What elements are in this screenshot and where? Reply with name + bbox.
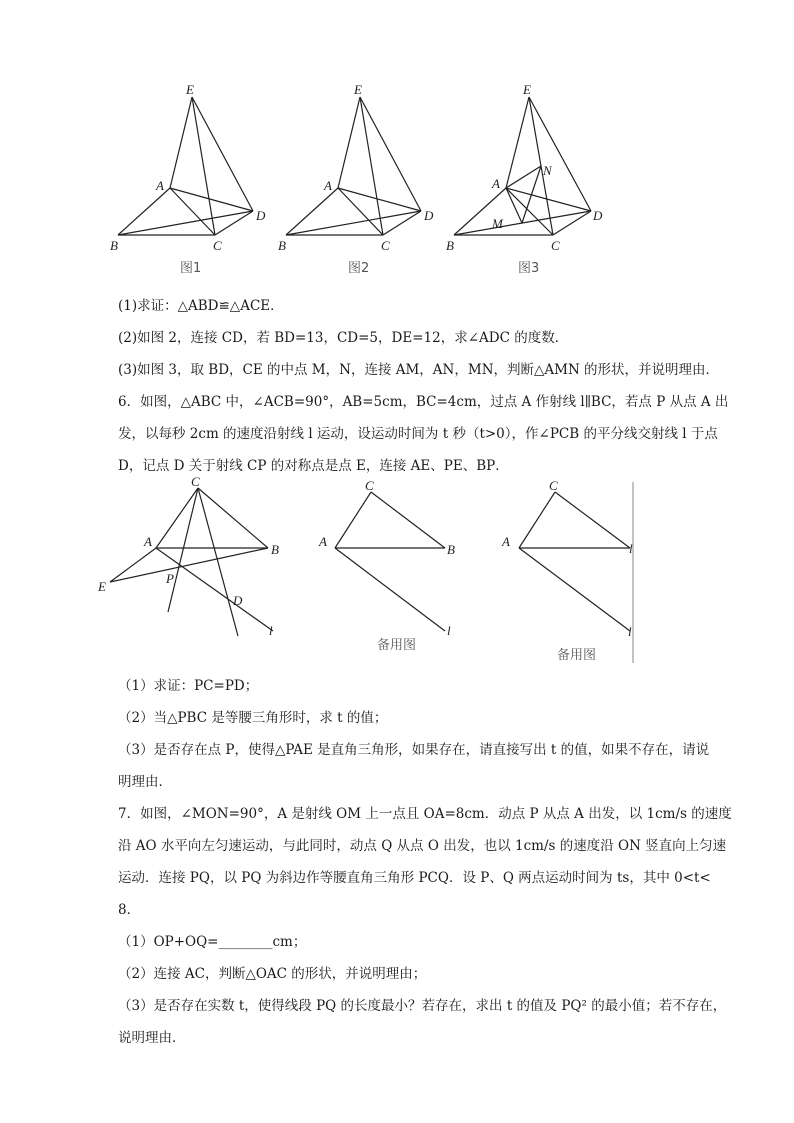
label-P: P [166, 571, 174, 586]
label-B: B [447, 542, 455, 557]
label-C: C [365, 478, 374, 493]
problem7-stem-line3: 运动．连接 PQ，以 PQ 为斜边作等腰直角三角形 PCQ．设 P、Q 两点运动时间为 ts，其中 0<t< [118, 870, 711, 886]
label-A: A [319, 534, 327, 549]
label-C: C [191, 474, 200, 489]
problem6-stem-line1: 6．如图，△ABC 中，∠ACB=90°，AB=5cm，BC=4cm，过点 A 作射线 l∥BC，若点 P 从点 A 出 [118, 394, 729, 410]
label-A: A [492, 176, 500, 191]
figure-3 [436, 80, 611, 280]
figure-3-lines [454, 97, 591, 235]
problem6-main-figure [90, 474, 290, 658]
figure-1-lines [118, 97, 253, 235]
problem6-spare2-lines [519, 482, 633, 663]
label-B: B [446, 238, 454, 253]
problem7-q3-line2: 说明理由． [118, 1030, 186, 1046]
label-A: A [156, 178, 164, 193]
problem6-q1: （1）求证：PC=PD； [118, 678, 259, 694]
problem6-stem-line2: 发，以每秒 2cm 的速度沿射线 l 运动，设运动时间为 t 秒（t>0），作∠PCB 的平分线交射线 l 于点 [118, 426, 718, 442]
label-B: B [278, 238, 286, 253]
label-D: D [233, 593, 243, 608]
label-l: l [447, 623, 451, 638]
label-C: C [551, 238, 560, 253]
label-B: B [110, 238, 118, 253]
problem6-spare1-caption: 备用图 [377, 638, 417, 653]
problem6-stem-line3: D，记点 D 关于射线 CP 的对称点是点 E，连接 AE、PE、BP． [118, 458, 509, 474]
label-l: l [628, 624, 632, 639]
problem6-q3-line1: （3）是否存在点 P，使得△PAE 是直角三角形，如果存在，请直接写出 t 的值，如果不存在，请说 [118, 742, 710, 758]
label-M: M [492, 216, 503, 231]
label-D: D [424, 208, 434, 223]
problem6-spare-figure-2 [497, 478, 647, 668]
label-N: N [543, 163, 552, 178]
label-E: E [354, 82, 362, 97]
problem6-spare1-lines [335, 492, 445, 631]
problem7-q2: （2）连接 AC，判断△OAC 的形状，并说明理由； [118, 966, 427, 982]
problem5-q3: (3)如图 3，取 BD，CE 的中点 M，N，连接 AM，AN，MN，判断△AMN 的形状，并说明理由． [118, 362, 720, 378]
problem7-stem-line1: 7．如图，∠MON=90°，A 是射线 OM 上一点且 OA=8cm．动点 P 从点 A 出发，以 1cm/s 的速度 [118, 806, 732, 822]
problem6-spare2-caption: 备用图 [557, 648, 597, 663]
problem6-spare-figure-1 [315, 478, 475, 658]
figure-2-caption: 图2 [348, 261, 370, 276]
label-A: A [144, 534, 152, 549]
label-l: l [269, 623, 273, 638]
figure-1-caption: 图1 [180, 261, 202, 276]
problem7-q3-line1: （3）是否存在实数 t，使得线段 PQ 的长度最小？若存在，求出 t 的值及 PQ² 的最小值；若不存在， [118, 998, 727, 1014]
label-C: C [549, 478, 558, 493]
label-C: C [381, 238, 390, 253]
label-D: D [593, 208, 603, 223]
label-A: A [502, 534, 510, 549]
problem6-q3-line2: 明理由． [118, 774, 172, 790]
problem7-stem-line4: 8． [118, 902, 141, 918]
problem5-q2: (2)如图 2，连接 CD，若 BD=13，CD=5，DE=12，求∠ADC 的度数． [118, 330, 569, 346]
figure-2-lines [286, 97, 421, 235]
problem7-stem-line2: 沿 AO 水平向左匀速运动，与此同时，动点 Q 从点 O 出发，也以 1cm/s 的速度沿 ON 竖直向上匀速 [118, 838, 727, 854]
label-D: D [256, 208, 266, 223]
label-E: E [186, 82, 194, 97]
figure-2 [268, 80, 438, 280]
figure-3-caption: 图3 [518, 261, 540, 276]
figure-1 [100, 80, 270, 280]
problem6-q2: （2）当△PBC 是等腰三角形时，求 t 的值； [118, 710, 388, 726]
label-C: C [213, 238, 222, 253]
label-A: A [324, 178, 332, 193]
label-E: E [523, 82, 531, 97]
label-B: B [271, 542, 279, 557]
label-E: E [98, 579, 106, 594]
problem5-q1: (1)求证：△ABD≌△ACE． [118, 298, 284, 314]
problem6-main-lines [110, 488, 273, 636]
label-B: l [629, 541, 633, 556]
problem7-q1: （1）OP+OQ=________cm； [118, 934, 307, 950]
